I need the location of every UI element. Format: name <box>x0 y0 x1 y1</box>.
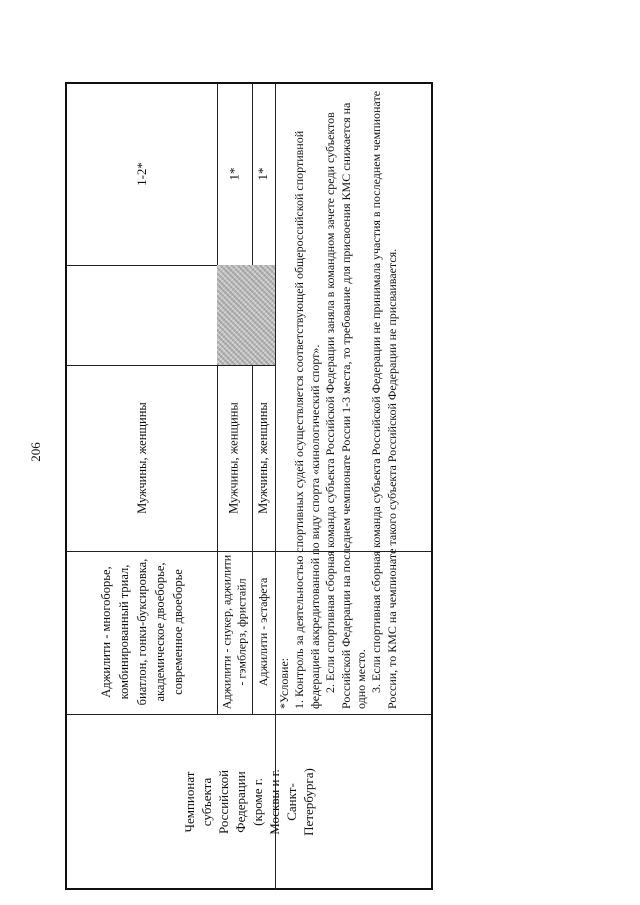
gender-text: Мужчины, женщины <box>134 402 149 514</box>
places-text: 1* <box>255 167 270 181</box>
row-3-places <box>252 84 274 264</box>
note-item: 3. Если спортивная сборная команда субъекта Российской Федерации не принимала участия в последнем чемпионате России, то КМС на чемпионате такого субъекта Российской Федерации не присваивается. <box>369 90 399 709</box>
category-text: Чемпионат субъекта Российской Федерации (кроме г. Москвы и г. Санкт-Петербурга) <box>182 768 316 836</box>
note-item: 2. Если спортивная сборная команда субъекта Российской Федерации заняла в командном зачете среди субъектов Российской Федерации на последнем чемпионате России 1-3 места, то требование для присвоения КМС снижается на одно место. <box>323 102 369 709</box>
row-3-discipline <box>252 552 274 712</box>
row-1-discipline <box>67 552 217 712</box>
row-2-gender <box>217 366 252 550</box>
row-1-places <box>67 84 217 264</box>
shaded-cell <box>217 265 275 365</box>
notes-cell <box>275 85 431 713</box>
table-line <box>67 714 431 715</box>
gender-text: Мужчины, женщины <box>226 402 241 514</box>
row-2-places <box>217 84 252 264</box>
row-1-gender <box>67 366 217 550</box>
category-cell <box>69 717 429 887</box>
places-text: 1* <box>226 167 241 181</box>
note-item: 1. Контроль за деятельностью спортивных судей осуществляется соответствующей общероссийской спортивной федерацией аккредитованной по виду спорта «кинологический спорт». <box>292 130 322 709</box>
discipline-text: Аджилити - эстафета <box>255 577 270 687</box>
row-3-gender <box>252 366 274 550</box>
rotated-table <box>65 82 433 890</box>
discipline-text: Аджилити - снукер, аджилити - гэмблерз, фристайл <box>219 554 248 710</box>
notes-text <box>275 85 402 713</box>
row-2-discipline <box>217 552 252 712</box>
notes-heading: *Условие: <box>277 657 291 709</box>
discipline-text: Аджилити - многоборье, комбинированный триал, биатлон, гонки-буксировка, академическое двоеборье, современное двоеборье <box>99 558 185 706</box>
places-text: 1-2* <box>134 162 149 186</box>
gender-text: Мужчины, женщины <box>255 402 270 514</box>
page-number: 206 <box>28 442 43 462</box>
